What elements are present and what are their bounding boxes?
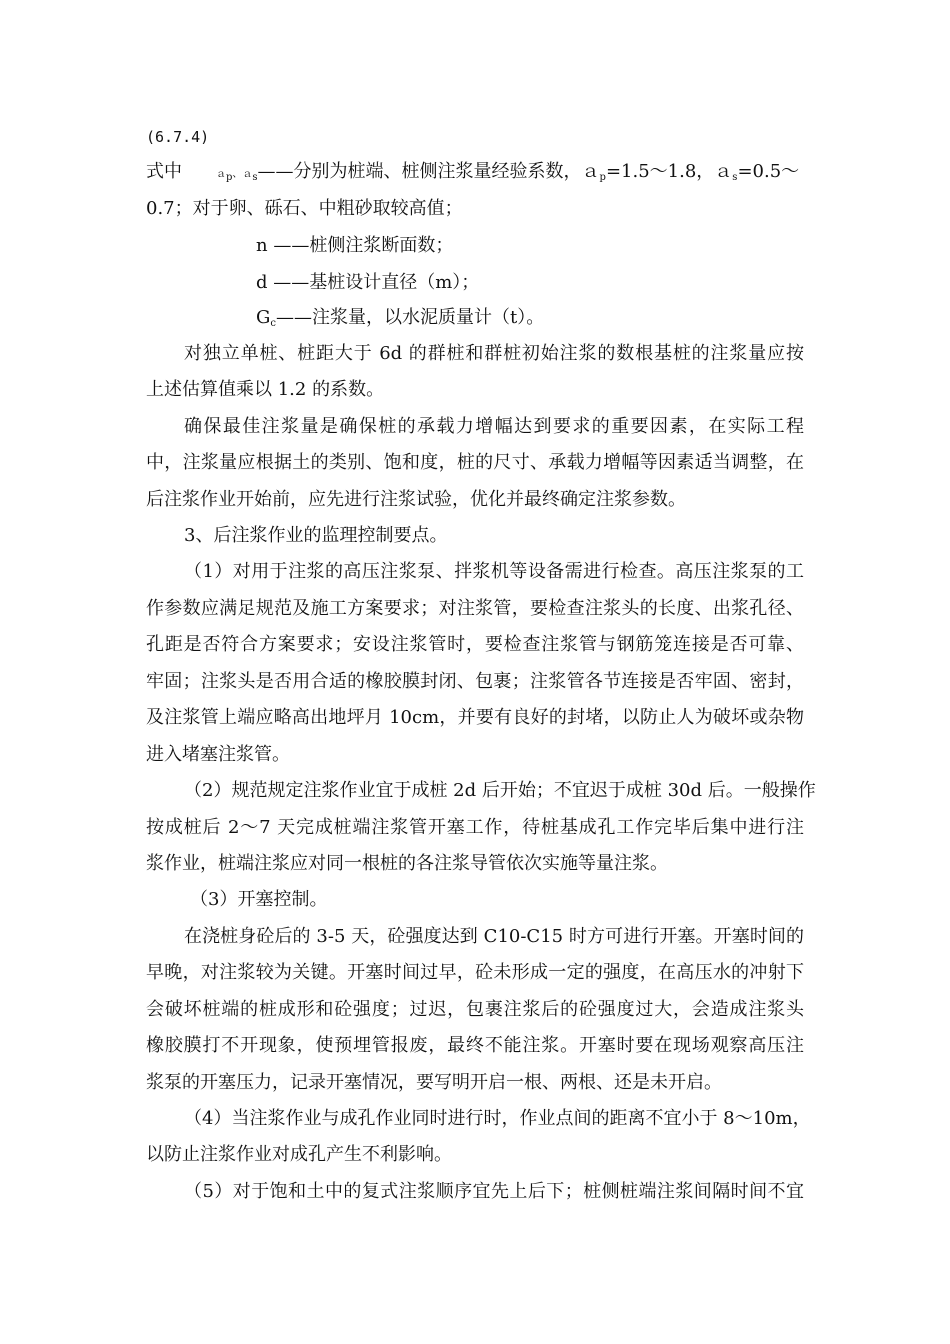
paragraph-line: 确保最佳注浆量是确保桩的承载力增幅达到要求的重要因素，在实际工程 <box>184 416 804 437</box>
legend-d: d ——基桩设计直径（m）； <box>256 272 480 293</box>
legend-n: n ——桩侧注浆断面数； <box>256 235 454 256</box>
text-line: 0.7；对于卵、砾石、中粗砂取较高值； <box>146 198 463 219</box>
legend-text: ——分别为桩端、桩侧注浆量经验系数，ａ <box>257 161 600 182</box>
paragraph-line: 对独立单桩、桩距大于 6d 的群桩和群桩初始注浆的数根基桩的注浆量应按 <box>184 343 804 364</box>
symbol-g: G <box>256 307 271 328</box>
paragraph-line: 会破坏桩端的桩成形和砼强度；过迟，包裹注浆后的砼强度过大，会造成注浆头 <box>146 999 804 1020</box>
symbol-a: ａ <box>216 169 226 180</box>
subsection-heading: （3）开塞控制。 <box>190 889 328 910</box>
paragraph-line: 早晚，对注浆较为关键。开塞时间过早，砼未形成一定的强度，在高压水的冲射下 <box>146 962 804 983</box>
paragraph-line: 后注浆作业开始前，应先进行注浆试验，优化并最终确定注浆参数。 <box>146 489 686 510</box>
paragraph-line: 浆泵的开塞压力，记录开塞情况，要写明开启一根、两根、还是未开启。 <box>146 1072 722 1093</box>
formula-number: (6.7.4) <box>146 128 210 146</box>
paragraph-line: 作参数应满足规范及施工方案要求；对注浆管，要检查注浆头的长度、出浆孔径、 <box>146 598 804 619</box>
symbol-a-s: 、ａ <box>232 169 253 180</box>
paragraph-line: 牢固；注浆头是否用合适的橡胶膜封闭、包裹；注浆管各节连接是否牢固、密封， <box>146 671 804 692</box>
paragraph-line: （4）当注浆作业与成孔作业同时进行时，作业点间的距离不宜小于 8～10m， <box>184 1108 811 1129</box>
paragraph-line: 按成桩后 2～7 天完成桩端注浆管开塞工作，待桩基成孔工作完毕后集中进行注 <box>146 817 804 838</box>
paragraph-line: （2）规范规定注浆作业宜于成桩 2d 后开始；不宜迟于成桩 30d 后。一般操作 <box>184 780 816 801</box>
paragraph-line: 在浇桩身砼后的 3-5 天，砼强度达到 C10-C15 时方可进行开塞。开塞时间的 <box>184 926 804 947</box>
paragraph-line: （1）对用于注浆的高压注浆泵、拌浆机等设备需进行检查。高压注浆泵的工 <box>184 561 804 582</box>
legend-value-as: =0.5～ <box>737 161 800 182</box>
legend-value-ap: =1.5～1.8，ａ <box>605 161 733 182</box>
paragraph-line: 中，注浆量应根据土的类别、饱和度，桩的尺寸、承载力增幅等因素适当调整，在 <box>146 452 804 473</box>
subscript-p-2: p <box>599 172 606 183</box>
paragraph-line: （5）对于饱和土中的复式注浆顺序宜先上后下；桩侧桩端注浆间隔时间不宜 <box>184 1181 804 1202</box>
subscript-c: c <box>270 318 276 329</box>
paragraph-line: 橡胶膜打不开现象，使预埋管报废，最终不能注浆。开塞时要在现场观察高压注 <box>146 1035 804 1056</box>
legend-label: 式中 <box>146 161 182 182</box>
subscript-s: s <box>252 172 258 183</box>
paragraph-line: 孔距是否符合方案要求；安设注浆管时，要检查注浆管与钢筋笼连接是否可靠、 <box>146 634 804 655</box>
paragraph-line: 上述估算值乘以 1.2 的系数。 <box>146 379 385 400</box>
paragraph-line: 浆作业，桩端注浆应对同一根桩的各注浆导管依次实施等量注浆。 <box>146 853 668 874</box>
formula-legend-line <box>146 157 799 187</box>
paragraph-line: 以防止注浆作业对成孔产生不利影响。 <box>146 1144 452 1165</box>
section-heading: 3、后注浆作业的监理控制要点。 <box>184 525 448 546</box>
subscript-p: p <box>226 172 233 183</box>
subscript-s-2: s <box>732 172 738 183</box>
legend-gc-text: ——注浆量，以水泥质量计（t）。 <box>276 307 545 328</box>
paragraph-line: 及注浆管上端应略高出地坪月 10cm，并要有良好的封堵，以防止人为破坏或杂物 <box>146 707 804 728</box>
legend-gc <box>256 303 544 333</box>
paragraph-line: 进入堵塞注浆管。 <box>146 744 290 765</box>
